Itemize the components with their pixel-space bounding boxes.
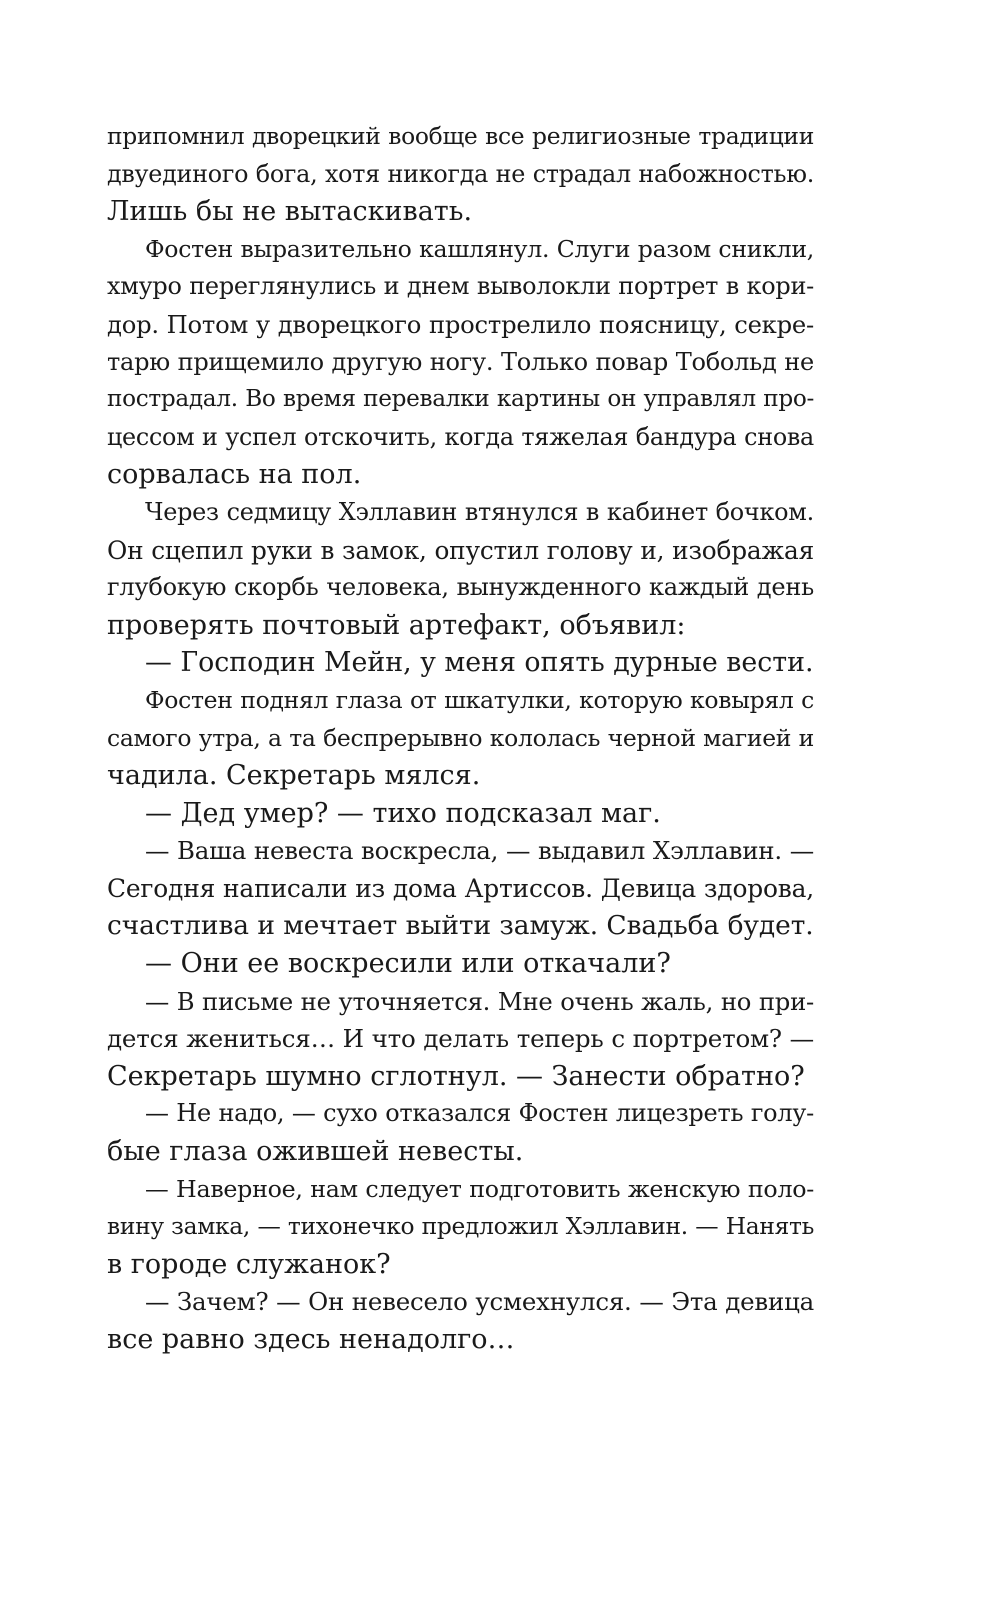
text-line: Через седмицу Хэллавин втянулся в кабинет бочком. [145,497,814,526]
text-line: Фостен поднял глаза от шкатулки, которую ковырял с [145,685,814,714]
text-line: сорвалась на пол. [107,459,362,491]
text-line: двуединого бога, хотя никогда не страдал набожностью. [107,159,814,188]
dialogue-line: вину замка, — тихонечко предложил Хэллавин. — Нанять [107,1212,814,1241]
dialogue-line: бые глаза ожившей невесты. [107,1136,524,1168]
dialogue-line: — Ваша невеста воскресла, — выдавил Хэллавин. — [145,836,814,866]
text-line: проверять почтовый артефакт, объявил: [107,609,686,641]
text-line: пострадал. Во время перевалки картины он управлял про- [107,386,814,413]
text-line: глубокую скорбь человека, вынужденного каждый день [107,573,814,602]
dialogue-line: — Дед умер? — тихо подсказал маг. [145,797,661,829]
dialogue-line: — В письме не уточняется. Мне очень жаль, но при- [145,986,814,1016]
text-line: Он сцепил руки в замок, опустил голову и, изображая [107,535,814,565]
text-line: Фостен выразительно кашлянул. Слуги разом сникли, [145,234,814,263]
dialogue-line: — Наверное, нам следует подготовить женскую поло- [145,1174,814,1203]
dialogue-line: — Зачем? — Он невесело усмехнулся. — Эта девица [145,1287,814,1317]
text-line: припомнил дворецкий вообще все религиозные традиции [107,122,814,150]
dialogue-line: — Они ее воскресили или откачали? [145,948,671,980]
dialogue-line: в городе служанок? [107,1248,391,1280]
dialogue-line: счастлива и мечтает выйти замуж. Свадьба будет. [107,910,814,942]
dialogue-line: — Не надо, — сухо отказался Фостен лицезреть голу- [145,1099,814,1128]
dialogue-line: Сегодня написали из дома Артиссов. Девица здорова, [107,873,814,903]
text-line: самого утра, а та беспрерывно кололась черной магией и [107,723,814,752]
text-line: дор. Потом у дворецкого прострелило поясницу, секре- [107,309,814,339]
text-line: тарю прищемило другую ногу. Только повар Тобольд не [107,347,814,376]
body-text [107,118,814,1359]
dialogue-line: Секретарь шумно сглотнул. — Занести обратно? [107,1060,805,1092]
dialogue-line: все равно здесь ненадолго… [107,1324,515,1355]
text-line: чадила. Секретарь мялся. [107,760,481,792]
text-line: цессом и успел отскочить, когда тяжелая бандура снова [107,422,814,451]
book-page [107,118,814,1359]
text-line: хмуро переглянулись и днем выволокли портрет в кори- [107,272,814,301]
text-line: Лишь бы не вытаскивать. [107,196,473,228]
dialogue-line: дется жениться… И что делать теперь с портретом? — [107,1024,814,1054]
dialogue-line: — Господин Мейн, у меня опять дурные вести. [145,647,814,679]
